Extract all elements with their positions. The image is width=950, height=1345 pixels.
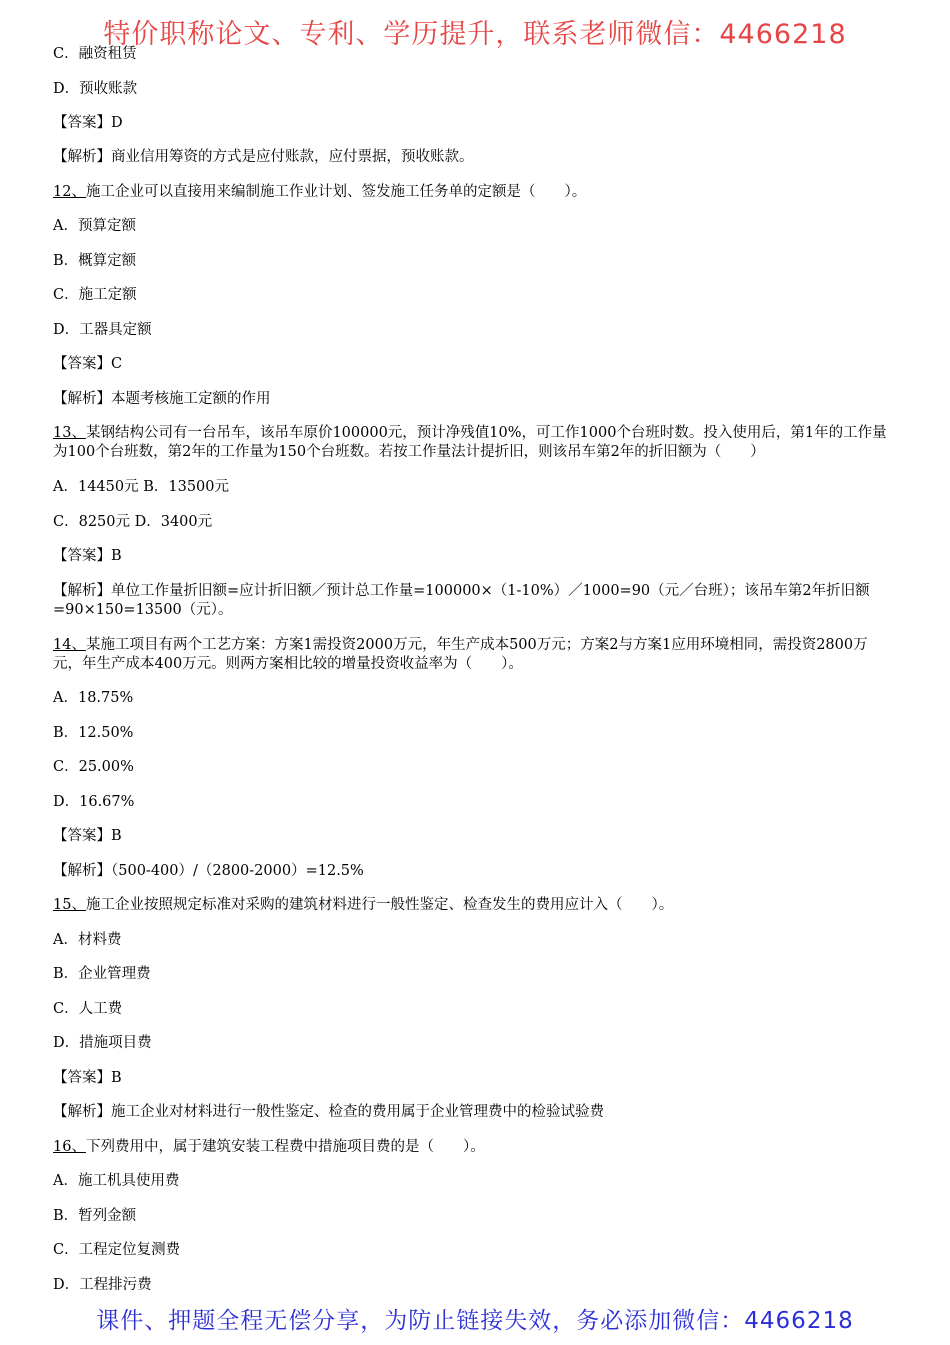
question-15-stem xyxy=(53,896,893,915)
option-d: D．工器具定额 xyxy=(53,322,152,338)
answer: 【答案】C xyxy=(53,356,123,372)
option-c: C．融资租赁 xyxy=(53,46,137,62)
option-d: D．措施项目费 xyxy=(53,1035,152,1051)
option-a: A．18.75% xyxy=(53,690,134,706)
question-text: 某钢结构公司有一台吊车，该吊车原价100000元，预计净残值10%，可工作1000个台班时数。投入使用后，第1年的工作量为100个台班数，第2年的工作量为150个台班数。若按工作量法计提折旧，则该吊车第2年的折旧额为（ ） xyxy=(53,425,887,460)
option-b: B．概算定额 xyxy=(53,253,137,269)
footer-banner: 课件、押题全程无偿分享，为防止链接失效，务必添加微信：4466218 xyxy=(96,1308,854,1334)
analysis: 【解析】本题考核施工定额的作用 xyxy=(53,391,271,407)
option-a: A．施工机具使用费 xyxy=(53,1173,180,1189)
option-d: D．16.67% xyxy=(53,794,135,810)
question-14-stem xyxy=(53,636,893,674)
analysis: 【解析】施工企业对材料进行一般性鉴定、检查的费用属于企业管理费中的检验试验费 xyxy=(53,1104,604,1120)
analysis: 【解析】单位工作量折旧额=应计折旧额／预计总工作量=100000×（1-10%）／1000=90（元／台班）；该吊车第2年折旧额=90×150=13500（元）。 xyxy=(53,583,870,618)
question-12-stem xyxy=(53,183,893,202)
option-row-ab: A．14450元 B．13500元 xyxy=(53,479,229,495)
option-b: B．暂列金额 xyxy=(53,1208,137,1224)
option-c: C．25.00% xyxy=(53,759,134,775)
question-text: 某施工项目有两个工艺方案：方案1需投资2000万元，年生产成本500万元；方案2与方案1应用环境相同，需投资2800万元，年生产成本400万元。则两方案相比较的增量投资收益率为（ ）。 xyxy=(53,637,868,672)
option-d: D．预收账款 xyxy=(53,81,138,97)
question-text: 下列费用中，属于建筑安装工程费中措施项目费的是（ ）。 xyxy=(85,1139,485,1155)
question-number: 15、 xyxy=(53,897,86,913)
header-banner: 特价职称论文、专利、学历提升，联系老师微信：4466218 xyxy=(103,19,847,50)
option-b: B．12.50% xyxy=(53,725,134,741)
question-number: 16、 xyxy=(53,1139,86,1155)
answer: 【答案】B xyxy=(53,828,122,844)
option-row-cd: C．8250元 D．3400元 xyxy=(53,514,213,530)
question-16-stem xyxy=(53,1138,893,1157)
question-number: 14、 xyxy=(53,637,86,653)
question-13-stem xyxy=(53,424,893,462)
analysis: 【解析】（500-400）/（2800-2000）=12.5% xyxy=(53,863,364,879)
option-c: C．人工费 xyxy=(53,1001,123,1017)
answer: 【答案】B xyxy=(53,548,122,564)
option-a: A．预算定额 xyxy=(53,218,136,234)
question-number: 13、 xyxy=(53,425,86,441)
option-c: C．工程定位复测费 xyxy=(53,1242,181,1258)
option-a: A．材料费 xyxy=(53,932,122,948)
answer: 【答案】D xyxy=(53,115,123,131)
question-text: 施工企业可以直接用来编制施工作业计划、签发施工任务单的定额是（ ）。 xyxy=(85,184,587,200)
option-c: C．施工定额 xyxy=(53,287,137,303)
analysis: 【解析】商业信用筹资的方式是应付账款，应付票据，预收账款。 xyxy=(53,149,474,165)
option-d: D．工程排污费 xyxy=(53,1277,152,1293)
answer: 【答案】B xyxy=(53,1070,122,1086)
question-text: 施工企业按照规定标准对采购的建筑材料进行一般性鉴定、检查发生的费用应计入（ ）。 xyxy=(85,897,674,913)
question-number: 12、 xyxy=(53,184,86,200)
option-b: B．企业管理费 xyxy=(53,966,151,982)
